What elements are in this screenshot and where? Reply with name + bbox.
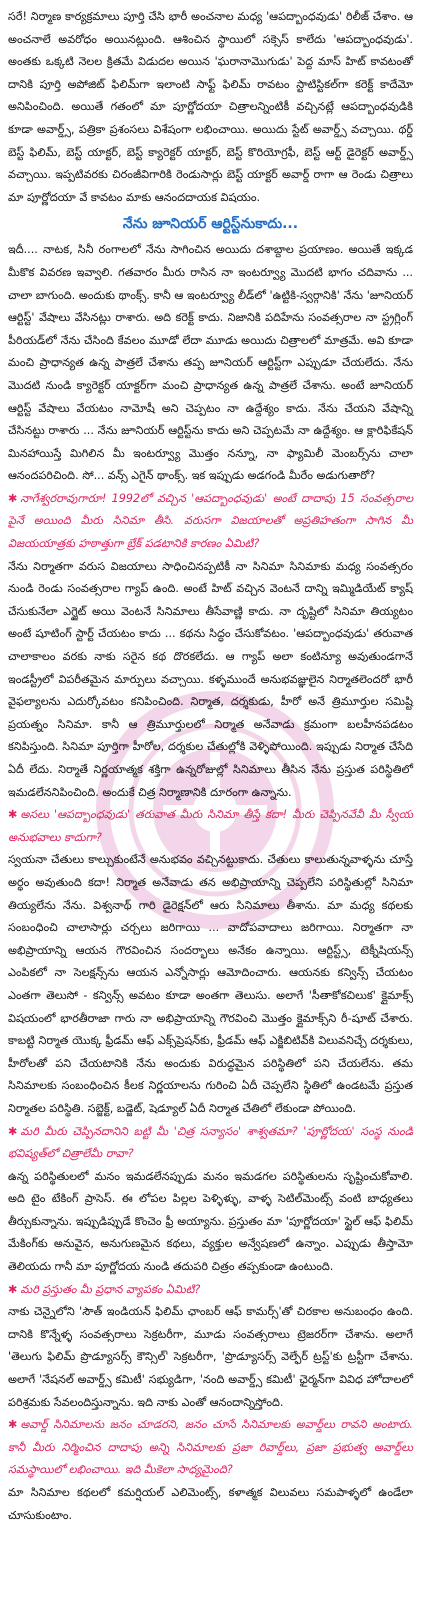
question-3 [8, 1121, 413, 1166]
clarification-paragraph: ఇదీ.... నాటక, సినీ రంగాలలో నేను సాగించిన అయిదు దశాబ్దాల ప్రయాణం. అయితే ఇక్కడ మీకొక వివరణ ఇవ్వాలి. గతవారం మీరు రాసిన నా ఇంటర్వ్యూ మొదటి భాగం చదివాను ... చాలా బాగుంది. అందుకు థాంక్స్. కానీ ఆ ఇంటర్వ్యూ లీడ్‌లో 'ఉట్టికి-స్వర్గానికి' నేను 'జూనియర్ ఆర్టిస్ట్' వేషాలు వేసినట్లు రాశారు. అది కరెక్ట్ కాదు. నిజానికి పదిహేను సంవత్సరాల నా స్ట్రగ్లింగ్ పీరియడ్‌లో నేను చేసింది కేవలం మూడో లేదా మూడు అయిదు చిత్రాలలో మాత్రమే. అవి కూడా మంచి ప్రాధాన్యత ఉన్న పాత్రలే చేశాను తప్ప జూనియర్ ఆర్టిస్ట్‌గా ఎప్పుడూ చేయలేదు. నేను మొదటి నుండి క్యారెక్టర్ యాక్టర్‌గా మంచి ప్రాధాన్యత ఉన్న పాత్రలే చేశాను. అంటే జూనియర్ ఆర్టిస్ట్ వేషాలు వేయటం నామోషీ అని చెప్పటం నా ఉద్దేశ్యం కాదు. నేను చేయని వేషాన్ని చేసినట్టు రాశారు ... నేను జూనియర్ ఆర్టిస్ట్‌ను కాదు అని చెప్పటమే నా ఉద్దేశ్యం. ఆ క్లారిఫికేషన్ మినహాయిస్తే మిగిలిన మీ ఇంటర్వ్యూ మొత్తం నన్నూ, నా ఫ్యామిలీ మెంబర్స్‌ను చాలా ఆనందపరిచింది. సో... వన్స్ ఎగైన్ థాంక్స్. ఇక ఇప్పుడు అడగండి మీరేం అడుగుతారో? [8, 243, 413, 483]
answer-1: నేను నిర్మాతగా వరుస విజయాలు సాధించినప్పటికీ నా సినిమా సినిమాకు మధ్య సంవత్సరం నుండి రెండు సంవత్సరాల గ్యాప్ ఉంది. అంటే హిట్ వచ్చిన వెంటనే దాన్ని ఇమ్మిడియేట్ క్యాష్ చేసుకునేలా ఎగ్జైట్ అయి వెంటనే సినిమాలు తీసేవాణ్ణి కాదు. నా దృష్టిలో సినిమా తియ్యటం అంటే షూటింగ్ స్టార్ట్ చేయటం కాదు ... కథను సిద్ధం చేసుకోవటం. 'ఆపద్బాంధవుడు' తరువాత చాలాకాలం వరకు నాకు సరైన కథ దొరకలేదు. ఆ గ్యాప్ అలా కంటిన్యూ అవుతుండగానే ఇండస్ట్రీలో విపరీతమైన మార్పులు వచ్చాయి. కళ్ళముందే అనుభవజ్ఞులైన నిర్మాతలెందరో భారీ వైఫల్యాలను ఎదుర్కోవటం కనిపించింది. నిర్మాత, దర్శకుడు, హీరో అనే త్రిమూర్తుల సమిష్టి ప్రయత్నం సినిమా. కానీ ఆ త్రిమూర్తులలో నిర్మాత అనేవాడు క్రమంగా బలహీనపడటం కనిపిస్తుంది. సినిమా పూర్తిగా హీరోల, దర్శకుల చేతుల్లోకి వెళ్ళిపోయింది. ఇప్పుడు నిర్మాత చేసేది ఏదీ లేదు. నిర్మాతే నిర్ణయాత్మక శక్తిగా ఉన్నరోజుల్లో సినిమాలు తీసిన నేను ప్రస్తుత పరిస్థితిలో ఇమడలేననిపించింది. అందుకే చిత్ర నిర్మాణానికి దూరంగా ఉన్నాను. [8, 559, 413, 799]
question-4-text: మరి ప్రస్తుతం మీ ప్రధాన వ్యాపకం ఏమిటి? [20, 1282, 201, 1296]
answer-5: మా సినిమాల కథలలో కమర్షియల్ ఎలిమెంట్స్, కళాత్మక విలువలు సమపాళ్ళలో ఉండేలా చూసుకుంటాం. [8, 1486, 413, 1522]
section-heading: నేను జూనియర్ ఆర్టిస్ట్‌నుకాదు... [122, 216, 299, 233]
question-3-text: మరి మీరు చెప్పినదానిని బట్టి మీ 'చిత్ర సన్యాసం' శాశ్వతమా? 'పూర్ణోదయ' సంస్థ నుండి భవిష్యత్‌లో చిత్రాలేమీ రావా? [8, 1124, 413, 1161]
answer-4: నాకు చెన్నైలోని 'సౌత్ ఇండియన్ ఫిలిమ్ ఛాంబర్ ఆఫ్ కామర్స్'తో చిరకాల అనుబంధం ఉంది. దానికి కొన్నేళ్ళ సంవత్సరాలు సెక్రటరీగా, మూడు సంవత్సరాలు ట్రెజరర్‌గా చేశాను. అలాగే 'తెలుగు ఫిలిమ్ ప్రొడ్యూసర్స్ కౌన్సిల్' సెక్రటరీగా, 'ప్రొడ్యూసర్స్ వెల్ఫేర్ ట్రస్ట్'కు ట్రస్టీగా చేశాను. అలాగే 'నేషనల్ అవార్డ్స్ కమిటీ' సభ్యుడిగా, 'నంది అవార్డ్స్ కమిటీ' ఛైర్మన్‌గా వివిధ హోదాలలో పరిశ్రమకు సేవలందిస్తున్నాను. ఇది నాకు ఎంతో ఆనందాన్నిస్తోంది. [8, 1305, 413, 1409]
question-star-icon: ✱ [8, 491, 18, 505]
question-1-text: నాగేశ్వరరావుగారూ! 1992లో వచ్చిన 'ఆపద్బాంధవుడు' అంటే దాదాపు 15 సంవత్సరాల పైనే అయింది మీరు సినిమా తీసి. వరుసగా విజయాలతో అప్రతిహతంగా సాగిన మీ విజయయాత్రకు హఠాత్తుగా బ్రేక్ పడటానికి కారణం ఏమిటి? [8, 491, 413, 551]
question-star-icon: ✱ [8, 1124, 18, 1138]
question-star-icon: ✱ [8, 808, 18, 822]
question-star-icon: ✱ [8, 1418, 18, 1432]
question-4 [8, 1279, 413, 1302]
question-5-text: అవార్డ్ సినిమాలను జనం చూడరని, జనం చూసే సినిమాలకు అవార్డ్‌లు రావని అంటారు. కానీ మీరు నిర్మించిన దాదాపు అన్ని సినిమాలకు ప్రజా రివార్డ్‌లు, ప్రజా ప్రభుత్వ అవార్డ్‌లు సమస్థాయిలో లభించాయి. ఇది మీకెలా సాధ్యమైంది? [8, 1418, 413, 1477]
question-star-icon: ✱ [8, 1282, 18, 1296]
question-5 [8, 1414, 413, 1482]
question-1 [8, 488, 413, 556]
question-2-text: అసలు 'ఆపద్బాంధవుడు' తరువాత మీరు సినిమా తీస్తే కదా! మీరు చెప్పినవేవీ మీ స్వీయ అనుభవాలు కాదుగా? [8, 808, 413, 844]
answer-3: ఉన్న పరిస్థితులలో మనం ఇమడలేనప్పుడు మనం ఇమడగల పరిస్థితులను సృష్టించుకోవాలి. అది టైం టేకింగ్ ప్రాసెస్. ఈ లోపల పిల్లల పెళ్ళిళ్ళు, వాళ్ళ సెటిల్‌మెంట్స్ వంటి బాధ్యతలు తీర్చుకున్నాను. ఇప్పుడిప్పుడే కొంచెం ఫ్రీ అయ్యాను. ప్రస్తుతం మా 'పూర్ణోదయా' స్టైల్ ఆఫ్ ఫిలిమ్ మేకింగ్‌కు అనువైన, అనుగుణమైన కథలు, వ్యక్తుల అన్వేషణలో ఉన్నాం. ఎప్పుడు తీస్తామో తెలియదు గానీ మా పూర్ణోదయ నుండి తదుపరి చిత్రం తప్పకుండా ఉంటుంది. [8, 1169, 413, 1274]
intro-paragraph: సరే! నిర్మాణ కార్యక్రమాలు పూర్తి చేసి భారీ అంచనాల మధ్య 'ఆపద్బాంధవుడు' రిలీజ్ చేశాం. ఆ అంచనాలే అవరోధం అయినట్లుంది. ఆశించిన స్థాయిలో సక్సెస్ కాలేదు 'ఆపద్బాంధవుడు'. అంతకు ఒక్కటి నెలల క్రితమే విడుదల అయిన 'ఘరానామొగుడు' పెద్ద మాస్ హిట్ కావటంతో దానికి పూర్తి అపోజిట్ ఫిలిమ్‌గా ఇలాంటి సాఫ్ట్ ఫిలిమ్ రావటం స్టాటిస్టికల్‌గా కరెక్ట్ కాదేమో అనిపించింది. అయితే గతంలో మా పూర్ణోదయా చిత్రాలన్నింటికీ వచ్చినట్లే ఆపద్బాంధవుడికి కూడా అవార్డ్స్, పత్రికా ప్రశంసలు విశేషంగా లభించాయి. అయిదు స్టేట్ అవార్డ్స్ వచ్చాయి. థర్డ్ బెస్ట్ ఫిలిమ్, బెస్ట్ యాక్టర్, బెస్ట్ క్యారెక్టర్ యాక్టర్, బెస్ట్ కొరియోగ్రఫీ, బెస్ట్ ఆర్ట్ డైరెక్టర్ అవార్డ్స్ వచ్చాయి. ఇప్పటివరకు చిరంజీవిగారికి రెండుసార్లు బెస్ట్ యాక్టర్ అవార్డ్ రాగా ఆ రెండు చిత్రాలు మా పూర్ణోదయా వే కావటం మాకు ఆనందదాయక విషయం. [8, 10, 413, 204]
answer-2: స్వయనా చేతులు కాల్చుకుంటేనే అనుభవం వచ్చినట్టుకాదు. చేతులు కాలుతున్నవాళ్ళను చూస్తే అర్థం అవుతుంది కదా! నిర్మాత అనేవాడు తన అభిప్రాయాన్ని చెప్పలేని పరిస్థితుల్లో సినిమా తియ్యలేను నేను. విశ్వనాథ్ గారి డైరెక్షన్‌లో ఆరు సినిమాలు తీశాను. మా మధ్య కథలకు సంబంధించి చాలాసార్లు చర్చలు జరిగాయి ... వాదోపవాదాలు జరిగాయి. నిర్మాతగా నా అభిప్రాయాన్ని ఆయన గౌరవించిన సందర్భాలు అనేకం ఉన్నాయి. ఆర్టిస్ట్స్, టెక్నీషియన్స్ ఎంపికలో నా సెలక్షన్స్‌ను ఆయన ఎన్నోసార్లు ఆమోదించారు. ఆయనకు కన్విన్స్ చేయటం ఎంతగా తెలుసో - కన్విన్స్ అవటం కూడా అంతగా తెలుసు. అలాగే 'సీతాకోకచిలుక' క్లైమాక్స్ విషయంలో భారతీరాజా గారు నా అభిప్రాయాన్ని గౌరవించి మొత్తం క్లైమాక్స్‌ని రీ-షూట్ చేశారు. కాబట్టి నిర్మాత యొక్క ఫ్రీడమ్ ఆఫ్ ఎక్స్‌ప్రెషన్‌కు, ఫ్రీడమ్ ఆఫ్ ఎక్జిబిటివ్‌కి విలువనిచ్చే దర్శకులు, హీరోలతో పని చేయటానికి నేను అందుకు విరుద్ధమైన పరిస్థితిలో పని చేయలేను. తమ సినిమాలకు సంబంధించిన కీలక నిర్ణయాలను గురించి ఏదీ చెప్పలేని స్థితిలో ఉండటమే ప్రస్తుత నిర్మాతల పరిస్థితి. సబ్జెక్ట్, బడ్జెట్, షెడ్యూల్ ఏదీ నిర్మాత చేతిలో లేకుండా పోయింది. [8, 853, 413, 1115]
question-2 [8, 804, 413, 849]
